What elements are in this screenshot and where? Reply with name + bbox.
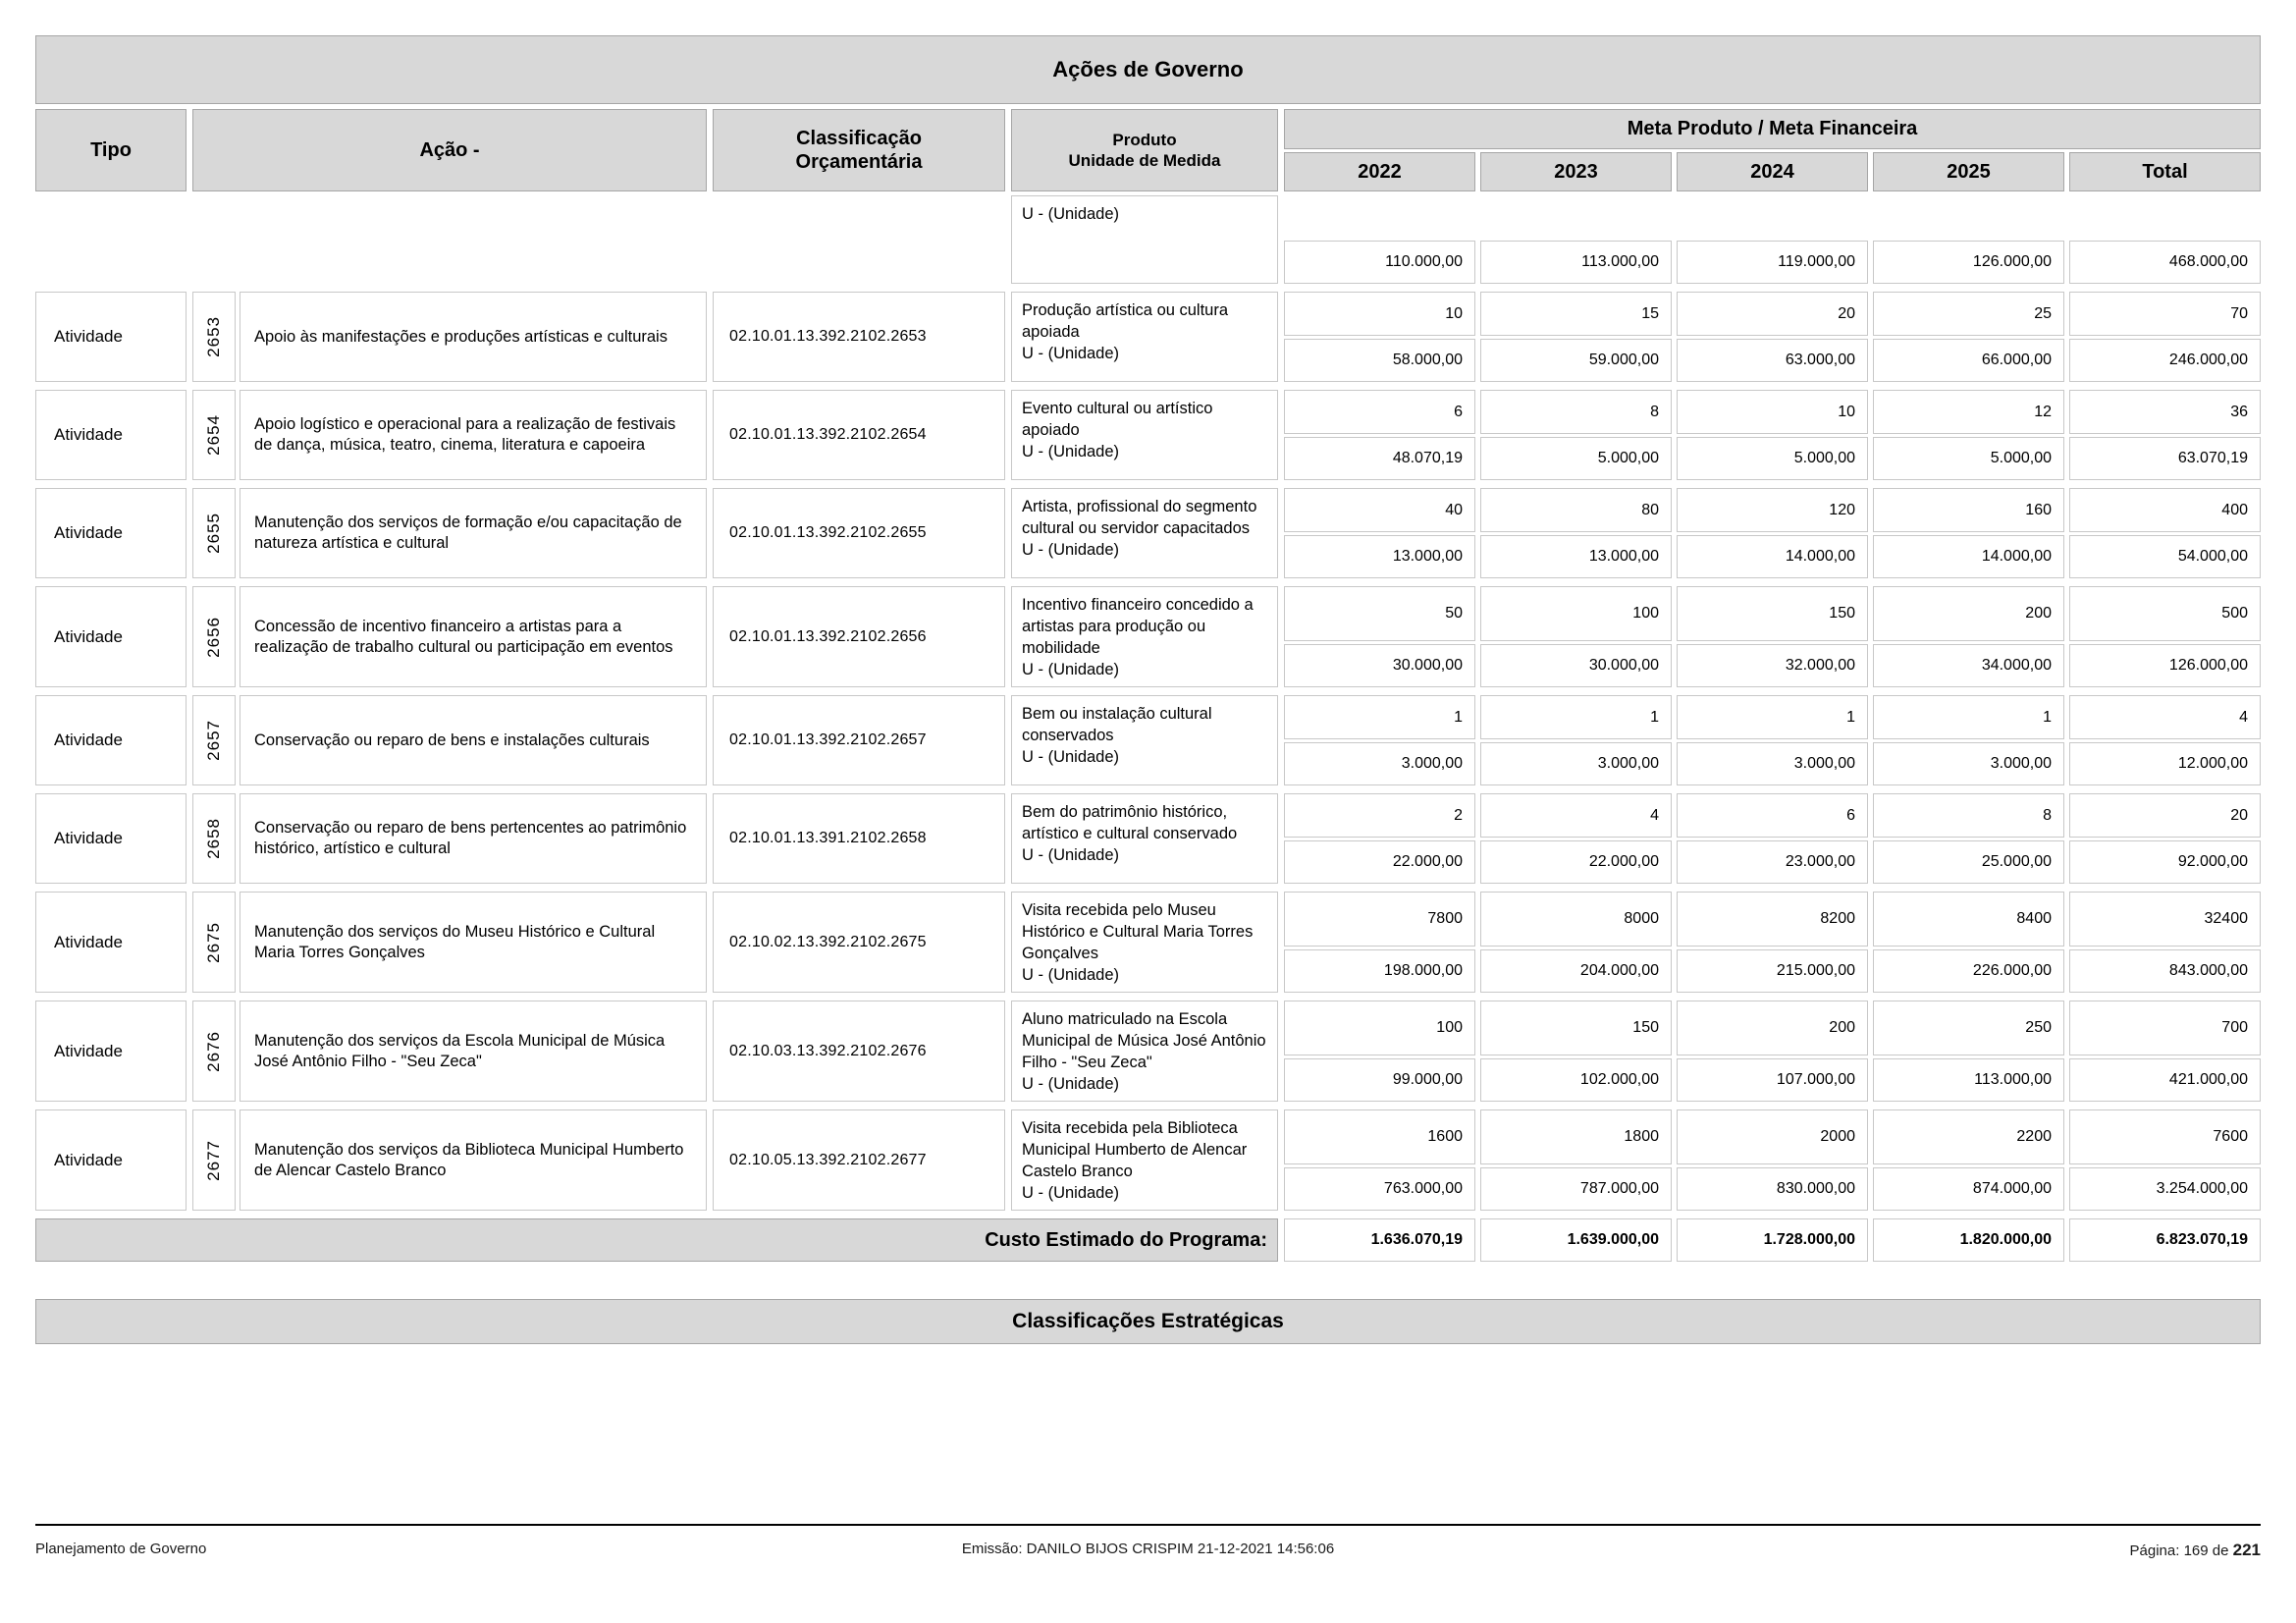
meta-financeira-value: 3.000,00 — [1677, 742, 1868, 785]
meta-financeira-value: 843.000,00 — [2069, 949, 2261, 993]
custo-estimado-values — [1284, 1218, 2261, 1262]
produto-cell — [1011, 292, 1278, 382]
meta-values — [1284, 195, 2261, 284]
unidade-value: U - (Unidade) — [1022, 205, 1120, 223]
produto-cell — [1011, 195, 1278, 284]
custo-value: 1.639.000,00 — [1480, 1218, 1672, 1262]
acao-cell — [192, 695, 707, 785]
meta-financeira-value: 32.000,00 — [1677, 644, 1868, 687]
col-header-meta-block — [1284, 109, 2261, 191]
unidade-value: U - (Unidade) — [1022, 345, 1120, 362]
classificacao-value: 02.10.01.13.392.2102.2655 — [729, 524, 927, 541]
acao-number-cell — [192, 1109, 236, 1211]
col-header-year: 2024 — [1677, 152, 1868, 191]
meta-produto-value: 1 — [1480, 695, 1672, 739]
classificacao-value: 02.10.01.13.392.2102.2653 — [729, 328, 927, 345]
meta-financeira-value: 126.000,00 — [1873, 241, 2064, 284]
acao-cell — [192, 1001, 707, 1102]
classificacao-value: 02.10.01.13.392.2102.2654 — [729, 426, 927, 443]
acao-number-cell — [192, 292, 236, 382]
meta-produto-value: 8000 — [1480, 892, 1672, 947]
produto-description: Produção artística ou cultura apoiada — [1022, 301, 1229, 341]
meta-produto-value: 8400 — [1873, 892, 2064, 947]
classificacao-cell — [713, 892, 1005, 993]
tipo-cell — [35, 1001, 187, 1102]
meta-produto-value: 12 — [1873, 390, 2064, 434]
meta-financeira-value: 204.000,00 — [1480, 949, 1672, 993]
meta-values — [1284, 292, 2261, 382]
tipo-cell — [35, 488, 187, 578]
tipo-value: Atividade — [54, 932, 123, 951]
col-header-acao-label: Ação - — [419, 139, 480, 161]
footer-divider — [35, 1524, 2261, 1526]
acao-description-cell — [240, 488, 707, 578]
meta-financeira-value: 3.000,00 — [1480, 742, 1672, 785]
meta-produto-value: 700 — [2069, 1001, 2261, 1055]
meta-financeira-value: 22.000,00 — [1480, 840, 1672, 884]
empty-space — [1677, 195, 1868, 238]
section-title-acoes-de-governo — [35, 35, 2261, 104]
tipo-value: Atividade — [54, 1041, 123, 1060]
produto-cell — [1011, 793, 1278, 884]
tipo-cell — [35, 1109, 187, 1211]
tipo-value: Atividade — [54, 425, 123, 444]
meta-produto-value: 8 — [1873, 793, 2064, 838]
acao-description-cell — [240, 892, 707, 993]
meta-financeira-value: 30.000,00 — [1480, 644, 1672, 687]
meta-produto-value: 80 — [1480, 488, 1672, 532]
produto-description: Artista, profissional do segmento cultural ou servidor capacitados — [1022, 498, 1257, 537]
classificacao-cell — [713, 1109, 1005, 1211]
tipo-value: Atividade — [54, 626, 123, 646]
produto-cell — [1011, 586, 1278, 687]
table-row — [35, 793, 2261, 884]
col-header-year: 2022 — [1284, 152, 1475, 191]
section-title-text: Ações de Governo — [1052, 57, 1244, 81]
meta-produto-value: 36 — [2069, 390, 2261, 434]
classificacao-cell — [713, 1001, 1005, 1102]
meta-financeira-value: 48.070,19 — [1284, 437, 1475, 480]
tipo-cell — [35, 793, 187, 884]
acao-description: Manutenção dos serviços de formação e/ou capacitação de natureza artística e cultural — [254, 514, 682, 552]
produto-cell — [1011, 1109, 1278, 1211]
section-title-classificacoes-estrategicas: Classificações Estratégicas — [35, 1299, 2261, 1344]
acao-cell — [192, 390, 707, 480]
meta-financeira-value: 126.000,00 — [2069, 644, 2261, 687]
meta-financeira-value: 3.000,00 — [1873, 742, 2064, 785]
meta-financeira-value: 14.000,00 — [1873, 535, 2064, 578]
meta-produto-value: 1 — [1677, 695, 1868, 739]
table-row — [35, 488, 2261, 578]
meta-produto-value: 10 — [1284, 292, 1475, 336]
meta-financeira-value: 59.000,00 — [1480, 339, 1672, 382]
meta-financeira-value: 92.000,00 — [2069, 840, 2261, 884]
acao-number: 2653 — [204, 316, 223, 357]
acao-description-cell — [240, 1001, 707, 1102]
table-body — [35, 292, 2261, 1211]
meta-financeira-value: 66.000,00 — [1873, 339, 2064, 382]
acao-number-cell — [192, 586, 236, 687]
unidade-value: U - (Unidade) — [1022, 1184, 1120, 1202]
classificacao-value: 02.10.03.13.392.2102.2676 — [729, 1042, 927, 1059]
produto-cell — [1011, 695, 1278, 785]
meta-values — [1284, 586, 2261, 687]
custo-value: 1.728.000,00 — [1677, 1218, 1868, 1262]
meta-produto-value: 1 — [1873, 695, 2064, 739]
acao-description-cell — [240, 292, 707, 382]
produto-description: Evento cultural ou artístico apoiado — [1022, 400, 1213, 439]
meta-produto-value: 8 — [1480, 390, 1672, 434]
footer-page-number: Página: 169 de 221 — [2129, 1541, 2261, 1559]
meta-produto-value: 20 — [1677, 292, 1868, 336]
meta-produto-value: 150 — [1677, 586, 1868, 641]
custo-value: 1.636.070,19 — [1284, 1218, 1475, 1262]
unidade-value: U - (Unidade) — [1022, 1075, 1120, 1093]
meta-values — [1284, 793, 2261, 884]
meta-produto-value: 8200 — [1677, 892, 1868, 947]
acoes-table — [35, 35, 2261, 1344]
meta-financeira-value: 787.000,00 — [1480, 1167, 1672, 1211]
meta-produto-value: 20 — [2069, 793, 2261, 838]
page-footer — [35, 1524, 2261, 1560]
meta-financeira-value: 198.000,00 — [1284, 949, 1475, 993]
acao-number: 2656 — [204, 616, 223, 658]
unidade-value: U - (Unidade) — [1022, 748, 1120, 766]
meta-financeira-value: 3.000,00 — [1284, 742, 1475, 785]
meta-produto-value: 200 — [1677, 1001, 1868, 1055]
meta-produto-value: 150 — [1480, 1001, 1672, 1055]
meta-financeira-value: 830.000,00 — [1677, 1167, 1868, 1211]
meta-produto-value: 100 — [1480, 586, 1672, 641]
table-row-continuation — [35, 195, 2261, 284]
acao-number-cell — [192, 1001, 236, 1102]
meta-values — [1284, 1109, 2261, 1211]
year-header-row — [1284, 152, 2261, 191]
unidade-value: U - (Unidade) — [1022, 966, 1120, 984]
meta-financeira-value: 763.000,00 — [1284, 1167, 1475, 1211]
acao-description: Manutenção dos serviços do Museu Histórico e Cultural Maria Torres Gonçalves — [254, 922, 656, 961]
meta-produto-value: 1 — [1284, 695, 1475, 739]
tipo-value: Atividade — [54, 730, 123, 749]
custo-estimado-row — [35, 1218, 2261, 1262]
tipo-cell — [35, 292, 187, 382]
meta-produto-value: 15 — [1480, 292, 1672, 336]
meta-produto-value: 2 — [1284, 793, 1475, 838]
empty-space — [1480, 195, 1672, 238]
table-row — [35, 1109, 2261, 1211]
empty-space — [2069, 195, 2261, 238]
tipo-value: Atividade — [54, 523, 123, 542]
meta-produto-value: 70 — [2069, 292, 2261, 336]
acao-cell — [192, 1109, 707, 1211]
meta-produto-value: 40 — [1284, 488, 1475, 532]
meta-produto-value: 400 — [2069, 488, 2261, 532]
meta-financeira-value: 5.000,00 — [1873, 437, 2064, 480]
custo-value: 1.820.000,00 — [1873, 1218, 2064, 1262]
classificacao-value: 02.10.01.13.392.2102.2656 — [729, 627, 927, 645]
acao-number-cell — [192, 390, 236, 480]
table-row — [35, 892, 2261, 993]
produto-description: Incentivo financeiro concedido a artistas para produção ou mobilidade — [1022, 596, 1254, 657]
table-row — [35, 1001, 2261, 1102]
acao-description: Conservação ou reparo de bens e instalações culturais — [254, 730, 650, 749]
col-header-acao — [192, 109, 707, 191]
meta-financeira-value: 107.000,00 — [1677, 1058, 1868, 1102]
meta-produto-value: 25 — [1873, 292, 2064, 336]
meta-produto-value: 32400 — [2069, 892, 2261, 947]
meta-produto-value: 6 — [1284, 390, 1475, 434]
meta-financeira-value: 3.254.000,00 — [2069, 1167, 2261, 1211]
acao-number-cell — [192, 892, 236, 993]
tipo-cell — [35, 892, 187, 993]
meta-produto-value: 10 — [1677, 390, 1868, 434]
tipo-cell — [35, 390, 187, 480]
table-row — [35, 292, 2261, 382]
produto-description: Aluno matriculado na Escola Municipal de Música José Antônio Filho - "Seu Zeca" — [1022, 1010, 1266, 1071]
acao-description: Apoio às manifestações e produções artísticas e culturais — [254, 327, 667, 346]
classificacao-value: 02.10.05.13.392.2102.2677 — [729, 1151, 927, 1168]
acao-number: 2675 — [204, 921, 223, 963]
acao-description: Apoio logístico e operacional para a realização de festivais de dança, música, teatro, cinema, literatura e capoeira — [254, 415, 676, 454]
tipo-value: Atividade — [54, 327, 123, 346]
meta-financeira-value: 226.000,00 — [1873, 949, 2064, 993]
acao-description-cell — [240, 793, 707, 884]
acao-cell — [192, 292, 707, 382]
meta-produto-value: 120 — [1677, 488, 1868, 532]
meta-financeira-value: 14.000,00 — [1677, 535, 1868, 578]
footer-emission-info: Emissão: DANILO BIJOS CRISPIM 21-12-2021 14:56:06 — [961, 1541, 1335, 1557]
meta-values — [1284, 390, 2261, 480]
meta-financeira-value: 119.000,00 — [1677, 241, 1868, 284]
table-header-row — [35, 109, 2261, 191]
classificacao-value: 02.10.01.13.392.2102.2657 — [729, 731, 927, 748]
meta-financeira-value: 102.000,00 — [1480, 1058, 1672, 1102]
col-header-tipo-label: Tipo — [90, 139, 132, 161]
meta-financeira-value: 25.000,00 — [1873, 840, 2064, 884]
meta-financeira-value: 22.000,00 — [1284, 840, 1475, 884]
produto-description: Bem ou instalação cultural conservados — [1022, 705, 1212, 744]
acao-description-cell — [240, 695, 707, 785]
meta-financeira-value: 113.000,00 — [1480, 241, 1672, 284]
acao-number: 2657 — [204, 720, 223, 761]
col-header-meta: Meta Produto / Meta Financeira — [1284, 109, 2261, 149]
meta-produto-value: 250 — [1873, 1001, 2064, 1055]
acao-number: 2676 — [204, 1030, 223, 1072]
meta-produto-value: 100 — [1284, 1001, 1475, 1055]
acao-number: 2654 — [204, 414, 223, 456]
acao-number: 2658 — [204, 818, 223, 859]
meta-values — [1284, 488, 2261, 578]
classificacao-cell — [713, 390, 1005, 480]
meta-financeira-value: 5.000,00 — [1677, 437, 1868, 480]
meta-produto-value: 2000 — [1677, 1109, 1868, 1164]
produto-description: Visita recebida pelo Museu Histórico e Cultural Maria Torres Gonçalves — [1022, 901, 1254, 962]
col-header-classificacao: Classificação Orçamentária — [713, 109, 1005, 191]
unidade-value: U - (Unidade) — [1022, 443, 1120, 460]
acao-cell — [192, 586, 707, 687]
acao-number: 2677 — [204, 1139, 223, 1181]
classificacao-cell — [713, 793, 1005, 884]
meta-financeira-value: 110.000,00 — [1284, 241, 1475, 284]
empty-space — [1873, 195, 2064, 238]
table-row — [35, 695, 2261, 785]
acao-description-cell — [240, 586, 707, 687]
produto-cell — [1011, 1001, 1278, 1102]
produto-cell — [1011, 390, 1278, 480]
acao-cell — [192, 892, 707, 993]
meta-produto-value: 500 — [2069, 586, 2261, 641]
custo-value: 6.823.070,19 — [2069, 1218, 2261, 1262]
acao-description-cell — [240, 390, 707, 480]
acao-cell — [192, 793, 707, 884]
tipo-cell — [35, 695, 187, 785]
meta-produto-value: 1600 — [1284, 1109, 1475, 1164]
meta-produto-value: 7800 — [1284, 892, 1475, 947]
produto-cell — [1011, 892, 1278, 993]
classificacao-cell — [713, 488, 1005, 578]
col-header-year: Total — [2069, 152, 2261, 191]
classificacao-cell — [713, 586, 1005, 687]
acao-description: Concessão de incentivo financeiro a artistas para a realização de trabalho cultural ou participação em eventos — [254, 617, 673, 656]
meta-values — [1284, 892, 2261, 993]
custo-estimado-label: Custo Estimado do Programa: — [35, 1218, 1278, 1262]
classificacao-value: 02.10.01.13.391.2102.2658 — [729, 830, 927, 846]
meta-produto-value: 7600 — [2069, 1109, 2261, 1164]
col-header-produto: Produto Unidade de Medida — [1011, 109, 1278, 191]
meta-values — [1284, 1001, 2261, 1102]
acao-number: 2655 — [204, 513, 223, 554]
meta-values — [1284, 695, 2261, 785]
table-row — [35, 586, 2261, 687]
meta-produto-value: 4 — [2069, 695, 2261, 739]
acao-number-cell — [192, 488, 236, 578]
meta-financeira-value: 63.000,00 — [1677, 339, 1868, 382]
meta-financeira-value: 13.000,00 — [1480, 535, 1672, 578]
meta-financeira-value: 246.000,00 — [2069, 339, 2261, 382]
unidade-value: U - (Unidade) — [1022, 846, 1120, 864]
empty-space — [1284, 195, 1475, 238]
meta-financeira-value: 215.000,00 — [1677, 949, 1868, 993]
acao-description-cell — [240, 1109, 707, 1211]
acao-number-cell — [192, 793, 236, 884]
acao-description: Manutenção dos serviços da Biblioteca Municipal Humberto de Alencar Castelo Branco — [254, 1140, 684, 1179]
acao-description: Manutenção dos serviços da Escola Municipal de Música José Antônio Filho - "Seu Zeca" — [254, 1031, 666, 1070]
meta-produto-value: 4 — [1480, 793, 1672, 838]
col-header-tipo — [35, 109, 187, 191]
classificacao-value: 02.10.02.13.392.2102.2675 — [729, 933, 927, 950]
meta-financeira-value: 63.070,19 — [2069, 437, 2261, 480]
col-header-year: 2023 — [1480, 152, 1672, 191]
unidade-value: U - (Unidade) — [1022, 661, 1120, 678]
meta-financeira-value: 874.000,00 — [1873, 1167, 2064, 1211]
produto-cell — [1011, 488, 1278, 578]
meta-financeira-value: 30.000,00 — [1284, 644, 1475, 687]
tipo-value: Atividade — [54, 1150, 123, 1169]
footer-report-name: Planejamento de Governo — [35, 1541, 207, 1557]
acao-cell — [192, 488, 707, 578]
tipo-cell — [35, 586, 187, 687]
meta-produto-value: 160 — [1873, 488, 2064, 532]
meta-financeira-value: 54.000,00 — [2069, 535, 2261, 578]
produto-description: Visita recebida pela Biblioteca Municipal Humberto de Alencar Castelo Branco — [1022, 1119, 1248, 1180]
meta-produto-value: 2200 — [1873, 1109, 2064, 1164]
empty-space — [35, 195, 1005, 284]
classificacao-cell — [713, 292, 1005, 382]
meta-financeira-value: 23.000,00 — [1677, 840, 1868, 884]
meta-financeira-value: 13.000,00 — [1284, 535, 1475, 578]
meta-financeira-value: 5.000,00 — [1480, 437, 1672, 480]
meta-financeira-value: 99.000,00 — [1284, 1058, 1475, 1102]
meta-produto-value: 6 — [1677, 793, 1868, 838]
produto-description: Bem do patrimônio histórico, artístico e cultural conservado — [1022, 803, 1238, 842]
unidade-value: U - (Unidade) — [1022, 541, 1120, 559]
classificacao-cell — [713, 695, 1005, 785]
meta-financeira-value: 34.000,00 — [1873, 644, 2064, 687]
tipo-value: Atividade — [54, 829, 123, 847]
meta-financeira-value: 113.000,00 — [1873, 1058, 2064, 1102]
table-row — [35, 390, 2261, 480]
meta-produto-value: 1800 — [1480, 1109, 1672, 1164]
meta-produto-value: 50 — [1284, 586, 1475, 641]
meta-financeira-value: 468.000,00 — [2069, 241, 2261, 284]
acao-description: Conservação ou reparo de bens pertencentes ao patrimônio histórico, artístico e cultural — [254, 819, 687, 857]
meta-financeira-value: 421.000,00 — [2069, 1058, 2261, 1102]
acao-number-cell — [192, 695, 236, 785]
meta-financeira-value: 12.000,00 — [2069, 742, 2261, 785]
col-header-year: 2025 — [1873, 152, 2064, 191]
meta-financeira-value: 58.000,00 — [1284, 339, 1475, 382]
meta-produto-value: 200 — [1873, 586, 2064, 641]
